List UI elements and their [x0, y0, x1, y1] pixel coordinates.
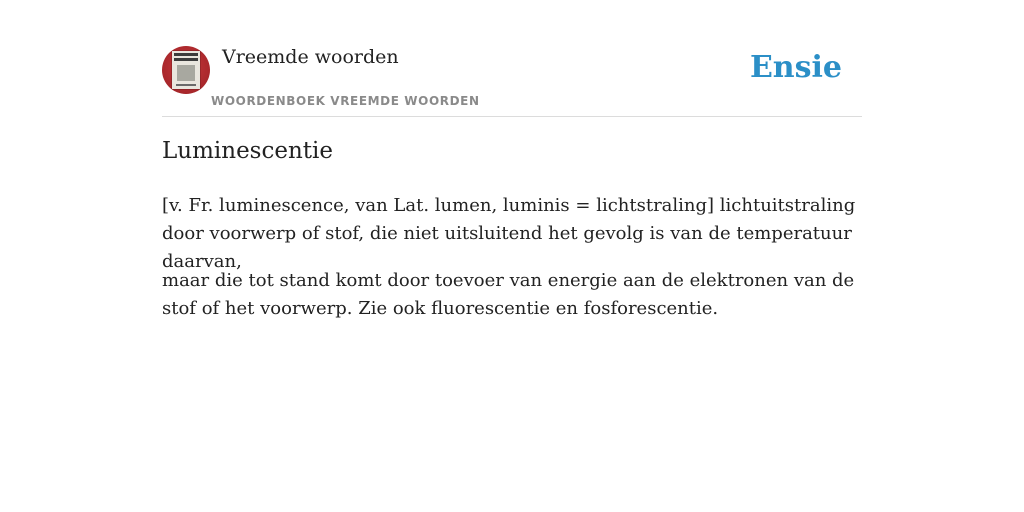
site-subtitle: WOORDENBOEK VREEMDE WOORDEN	[211, 94, 480, 108]
entry-paragraph: maar die tot stand komt door toevoer van energie aan de elektronen van de stof of het voorwerp. Zie ook fluorescentie en fosforescentie.	[162, 270, 855, 319]
entry-paragraph: [v. Fr. luminescence, van Lat. lumen, luminis = lichtstraling] lichtuitstraling door voorwerp of stof, die niet uitsluitend het gevolg is van de temperatuur daarvan,	[162, 195, 856, 272]
book-cover-icon[interactable]	[162, 46, 210, 94]
book-cover-image	[172, 51, 200, 89]
header	[162, 40, 862, 117]
entry-term: Luminescentie	[162, 138, 333, 164]
site-title-link[interactable]: Vreemde woorden	[222, 46, 399, 68]
ensie-logo-link[interactable]: Ensie	[749, 50, 842, 85]
book-title-line	[174, 58, 198, 61]
book-footer-line	[176, 84, 196, 86]
book-title-line	[174, 53, 198, 56]
book-cover-picture	[177, 65, 195, 81]
